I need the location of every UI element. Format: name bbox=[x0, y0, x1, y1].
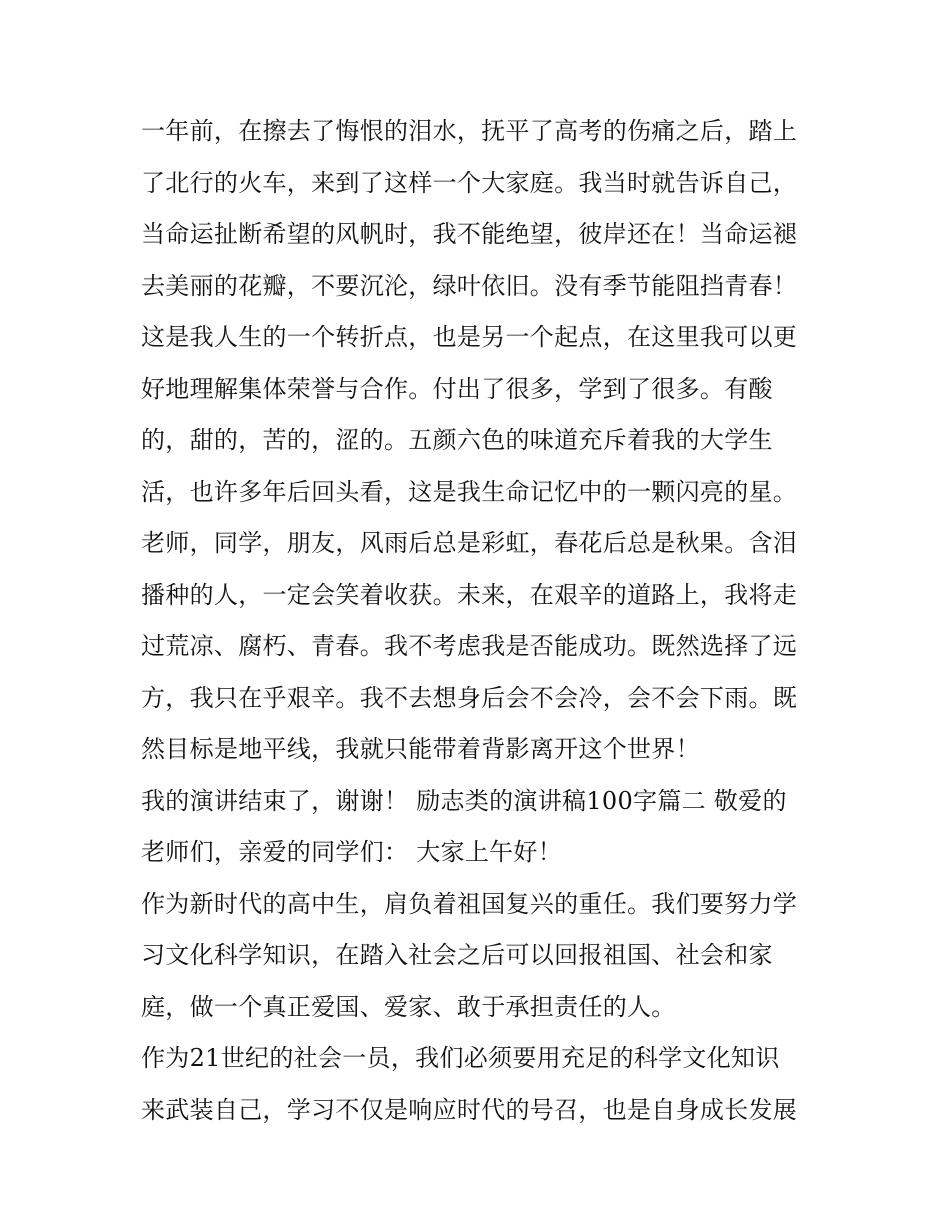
text-line: 一年前，在擦去了悔恨的泪水，抚平了高考的伤痛之后，踏上 bbox=[141, 117, 798, 145]
text-line: 去美丽的花瓣，不要沉沦，绿叶依旧。没有季节能阻挡青春！ bbox=[141, 271, 798, 300]
text-line: 活，也许多年后回头看，这是我生命记忆中的一颗闪亮的星。 bbox=[141, 477, 798, 506]
text-line: 老师们，亲爱的同学们： 大家上午好！ bbox=[141, 838, 563, 866]
text-line: 来武装自己，学习不仅是响应时代的号召，也是自身成长发展 bbox=[141, 1095, 798, 1124]
text-line: 作为新时代的高中生，肩负着祖国复兴的重任。我们要努力学 bbox=[141, 889, 798, 918]
text-line: 当命运扯断希望的风帆时，我不能绝望，彼岸还在！当命运褪 bbox=[141, 220, 798, 248]
text-line: 习文化科学知识，在踏入社会之后可以回报祖国、社会和家 bbox=[141, 941, 773, 969]
text-line: 然目标是地平线，我就只能带着背影离开这个世界！ bbox=[141, 735, 700, 763]
text-line: 方，我只在乎艰辛。我不去想身后会不会冷，会不会下雨。既 bbox=[141, 683, 798, 712]
text-line: 我的演讲结束了，谢谢！ 励志类的演讲稿100字篇二 敬爱的 bbox=[141, 786, 787, 815]
text-line: 播种的人，一定会笑着收获。未来，在艰辛的道路上，我将走 bbox=[141, 580, 798, 609]
text-line: 的，甜的，苦的，涩的。五颜六色的味道充斥着我的大学生 bbox=[141, 426, 773, 454]
text-line: 过荒凉、腐朽、青春。我不考虑我是否能成功。既然选择了远 bbox=[141, 632, 798, 660]
text-line: 好地理解集体荣誉与合作。付出了很多，学到了很多。有酸 bbox=[141, 374, 773, 403]
text-line: 了北行的火车，来到了这样一个大家庭。我当时就告诉自己， bbox=[141, 168, 798, 197]
document-body bbox=[141, 106, 821, 1136]
text-line: 老师，同学，朋友，风雨后总是彩虹，春花后总是秋果。含泪 bbox=[141, 529, 798, 557]
text-line: 这是我人生的一个转折点，也是另一个起点，在这里我可以更 bbox=[141, 323, 798, 351]
text-line: 作为21世纪的社会一员，我们必须要用充足的科学文化知识 bbox=[141, 1044, 780, 1072]
text-line: 庭，做一个真正爱国、爱家、敢于承担责任的人。 bbox=[141, 992, 676, 1021]
